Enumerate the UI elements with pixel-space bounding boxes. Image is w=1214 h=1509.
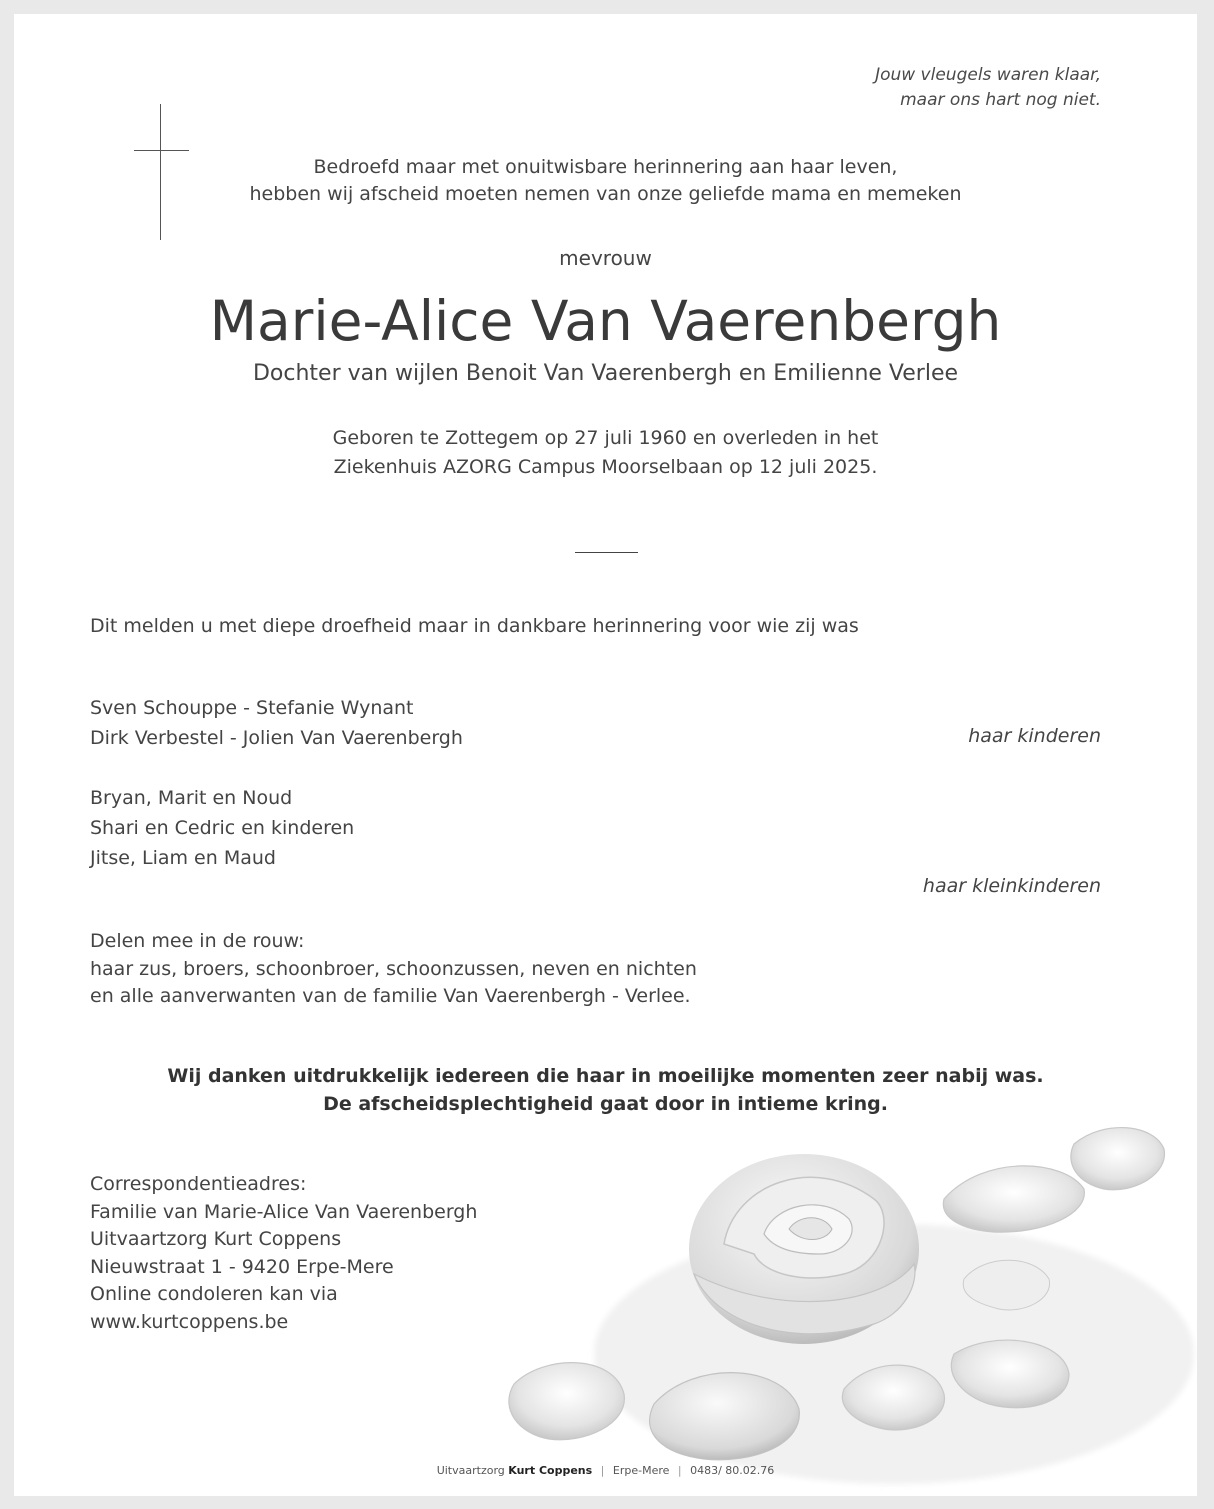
correspondence-address [90,1171,477,1336]
motto [875,63,1101,113]
birth-line-2: Ziekenhuis AZORG Campus Moorselbaan op 12 juli 2025. [333,456,878,478]
parents-line: Dochter van wijlen Benoit Van Vaerenbergh en Emilienne Verlee [252,361,959,386]
website-link[interactable]: www.kurtcoppens.be [90,1310,289,1333]
footer [14,1464,1197,1477]
motto-line-2: maar ons hart nog niet. [900,90,1101,110]
motto-line-1: Jouw vleugels waren klaar, [875,65,1101,85]
cross-icon-bar [134,150,189,151]
intro-line-2: hebben wij afscheid moeten nemen van onze geliefde mama en memeken [249,183,962,205]
correspondence-line-4: Nieuwstraat 1 - 9420 Erpe-Mere [90,1255,394,1278]
divider [575,552,638,553]
grandchildren-role: haar kleinkinderen [922,875,1101,897]
thanks-line-2: De afscheidsplechtigheid gaat door in intieme kring. [323,1092,888,1115]
share-line-3: en alle aanverwanten van de familie Van Vaerenbergh - Verlee. [90,985,691,1007]
correspondence-line-2: Familie van Marie-Alice Van Vaerenbergh [90,1200,478,1223]
list-item: Sven Schouppe - Stefanie Wynant [90,697,414,719]
rose-head [689,1154,919,1344]
honorific: mevrouw [559,246,652,270]
intro-text [14,154,1197,208]
thanks-line-1: Wij danken uitdrukkelijk iedereen die haar in moeilijke momenten zeer nabij was. [167,1065,1044,1087]
announcement: Dit melden u met diepe droefheid maar in dankbare herinnering voor wie zij was [90,615,859,637]
correspondence-line-1: Correspondentieadres: [90,1173,307,1195]
list-item: Shari en Cedric en kinderen [90,817,355,839]
footer-phone: 0483/ 80.02.76 [690,1464,775,1477]
footer-separator: | [677,1464,682,1477]
children-role: haar kinderen [968,725,1101,747]
intro-line-1: Bedroefd maar met onuitwisbare herinnering aan haar leven, [313,156,898,178]
list-item: Bryan, Marit en Noud [90,787,293,809]
correspondence-line-5: Online condoleren kan via [90,1283,338,1305]
list-item: Dirk Verbestel - Jolien Van Vaerenbergh [90,727,463,749]
share-line-1: Delen mee in de rouw: [90,930,305,952]
share-line-2: haar zus, broers, schoonbroer, schoonzussen, neven en nichten [90,957,697,980]
obituary-card [14,14,1197,1496]
deceased-name: Marie-Alice Van Vaerenbergh [209,289,1002,353]
footer-brand: Kurt Coppens [508,1464,593,1477]
footer-separator: | [600,1464,605,1477]
share-grief [90,928,697,1011]
list-item: Jitse, Liam en Maud [90,847,276,869]
rose-illustration [464,1104,1197,1496]
grandchildren-list [90,783,354,873]
correspondence-line-3: Uitvaartzorg Kurt Coppens [90,1228,342,1250]
birth-death-info [14,424,1197,482]
children-list [90,693,463,753]
footer-prefix: Uitvaartzorg [436,1464,505,1477]
birth-line-1: Geboren te Zottegem op 27 juli 1960 en overleden in het [332,427,879,449]
footer-city: Erpe-Mere [612,1464,670,1477]
